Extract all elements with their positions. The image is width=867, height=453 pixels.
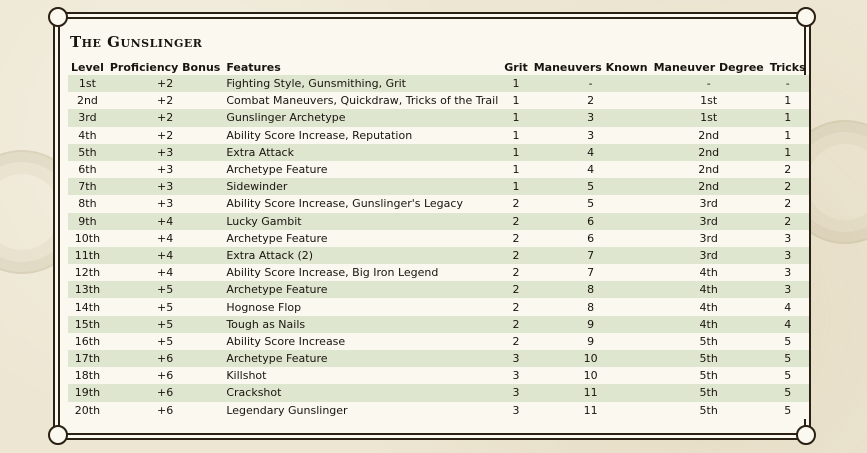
table-row <box>68 402 809 419</box>
cell-maneuver-degree: 3rd <box>699 214 718 228</box>
cell-grit: 2 <box>512 283 520 297</box>
cell-level: 8th <box>78 197 97 211</box>
header-tricks: Tricks <box>769 60 806 74</box>
cell-features: Extra Attack (2) <box>226 248 314 262</box>
cell-features: Archetype Feature <box>226 352 328 366</box>
cell-tricks: 5 <box>784 386 792 400</box>
cell-maneuvers-known: 8 <box>587 283 595 297</box>
cell-maneuvers-known: 4 <box>587 145 595 159</box>
cell-proficiency-bonus: +6 <box>156 352 174 366</box>
cell-level: 15th <box>74 317 101 331</box>
cell-proficiency-bonus: +3 <box>156 163 174 177</box>
cell-grit: 1 <box>512 77 520 91</box>
cell-maneuver-degree: 5th <box>699 386 718 400</box>
cell-tricks: 1 <box>784 111 792 125</box>
table-row <box>68 367 809 384</box>
cell-grit: 3 <box>512 403 520 417</box>
cell-tricks: 1 <box>784 94 792 108</box>
cell-maneuver-degree: - <box>706 77 711 91</box>
cell-proficiency-bonus: +5 <box>156 283 174 297</box>
table-row <box>68 281 809 298</box>
cell-maneuver-degree: 4th <box>699 317 718 331</box>
cell-tricks: 3 <box>784 266 792 280</box>
table-row <box>68 109 809 126</box>
cell-tricks: 4 <box>784 317 792 331</box>
cell-proficiency-bonus: +2 <box>156 77 174 91</box>
cell-proficiency-bonus: +6 <box>156 403 174 417</box>
cell-proficiency-bonus: +4 <box>156 231 174 245</box>
cell-level: 2nd <box>76 94 98 108</box>
cell-features: Ability Score Increase, Reputation <box>226 128 413 142</box>
cell-maneuvers-known: 3 <box>587 128 595 142</box>
cell-tricks: 3 <box>784 283 792 297</box>
cell-proficiency-bonus: +2 <box>156 111 174 125</box>
cell-maneuver-degree: 2nd <box>698 180 720 194</box>
gunslinger-table <box>68 59 809 419</box>
cell-level: 5th <box>78 145 97 159</box>
cell-proficiency-bonus: +6 <box>156 386 174 400</box>
frame-corner-ornament <box>48 7 68 27</box>
cell-maneuver-degree: 3rd <box>699 197 718 211</box>
cell-level: 18th <box>74 369 101 383</box>
cell-maneuvers-known: 10 <box>583 352 598 366</box>
cell-maneuvers-known: 2 <box>587 94 595 108</box>
cell-features: Lucky Gambit <box>226 214 302 228</box>
cell-grit: 1 <box>512 163 520 177</box>
cell-tricks: 3 <box>784 248 792 262</box>
cell-proficiency-bonus: +3 <box>156 145 174 159</box>
cell-maneuvers-known: 4 <box>587 163 595 177</box>
cell-features: Ability Score Increase, Big Iron Legend <box>226 266 439 280</box>
cell-tricks: - <box>785 77 790 91</box>
cell-features: Archetype Feature <box>226 231 328 245</box>
table-row <box>68 316 809 333</box>
cell-maneuvers-known: - <box>588 77 593 91</box>
table-body <box>68 75 809 419</box>
cell-maneuver-degree: 5th <box>699 403 718 417</box>
table-header-row <box>68 59 809 75</box>
table-row <box>68 178 809 195</box>
cell-maneuvers-known: 9 <box>587 317 595 331</box>
table-title: The Gunslinger <box>70 33 203 51</box>
cell-maneuvers-known: 6 <box>587 231 595 245</box>
cell-maneuver-degree: 5th <box>699 352 718 366</box>
cell-maneuver-degree: 4th <box>699 300 718 314</box>
cell-grit: 1 <box>512 111 520 125</box>
cell-grit: 2 <box>512 197 520 211</box>
cell-maneuver-degree: 3rd <box>699 231 718 245</box>
cell-tricks: 5 <box>784 403 792 417</box>
cell-features: Archetype Feature <box>226 283 328 297</box>
cell-maneuvers-known: 11 <box>583 386 598 400</box>
frame-corner-ornament <box>796 7 816 27</box>
cell-maneuvers-known: 8 <box>587 300 595 314</box>
cell-grit: 2 <box>512 231 520 245</box>
table-row <box>68 195 809 212</box>
cell-tricks: 1 <box>784 145 792 159</box>
header-grit: Grit <box>504 60 528 74</box>
cell-proficiency-bonus: +4 <box>156 266 174 280</box>
cell-tricks: 4 <box>784 300 792 314</box>
table-row <box>68 213 809 230</box>
cell-level: 16th <box>74 334 101 348</box>
cell-maneuver-degree: 5th <box>699 334 718 348</box>
cell-maneuvers-known: 5 <box>587 180 595 194</box>
cell-level: 14th <box>74 300 101 314</box>
cell-grit: 1 <box>512 145 520 159</box>
cell-features: Crackshot <box>226 386 282 400</box>
cell-tricks: 5 <box>784 352 792 366</box>
cell-maneuvers-known: 10 <box>583 369 598 383</box>
table-row <box>68 92 809 109</box>
cell-maneuver-degree: 2nd <box>698 128 720 142</box>
cell-maneuvers-known: 5 <box>587 197 595 211</box>
cell-proficiency-bonus: +2 <box>156 128 174 142</box>
cell-maneuvers-known: 11 <box>583 403 598 417</box>
cell-tricks: 5 <box>784 369 792 383</box>
cell-level: 17th <box>74 352 101 366</box>
table-row <box>68 350 809 367</box>
header-level: Level <box>71 60 104 74</box>
header-features: Features <box>226 60 281 74</box>
cell-tricks: 2 <box>784 197 792 211</box>
table-row <box>68 264 809 281</box>
cell-level: 20th <box>74 403 101 417</box>
cell-maneuver-degree: 1st <box>700 94 718 108</box>
table-row <box>68 298 809 315</box>
cell-grit: 1 <box>512 94 520 108</box>
cell-features: Archetype Feature <box>226 163 328 177</box>
cell-features: Fighting Style, Gunsmithing, Grit <box>226 77 406 91</box>
cell-proficiency-bonus: +5 <box>156 317 174 331</box>
cell-features: Gunslinger Archetype <box>226 111 346 125</box>
cell-features: Sidewinder <box>226 180 288 194</box>
cell-level: 13th <box>74 283 101 297</box>
cell-level: 12th <box>74 266 101 280</box>
table-row <box>68 161 809 178</box>
cell-tricks: 1 <box>784 128 792 142</box>
cell-grit: 1 <box>512 128 520 142</box>
cell-features: Tough as Nails <box>226 317 306 331</box>
cell-features: Ability Score Increase <box>226 334 346 348</box>
cell-features: Extra Attack <box>226 145 294 159</box>
cell-features: Combat Maneuvers, Quickdraw, Tricks of the Trail <box>226 94 499 108</box>
cell-level: 11th <box>74 248 101 262</box>
cell-proficiency-bonus: +2 <box>156 94 174 108</box>
cell-level: 9th <box>78 214 97 228</box>
frame-corner-ornament <box>48 425 68 445</box>
header-proficiency-bonus: Proficiency Bonus <box>109 60 221 74</box>
table-row <box>68 144 809 161</box>
cell-maneuver-degree: 3rd <box>699 248 718 262</box>
cell-grit: 2 <box>512 334 520 348</box>
cell-grit: 2 <box>512 300 520 314</box>
header-maneuver-degree: Maneuver Degree <box>653 60 764 74</box>
cell-maneuvers-known: 7 <box>587 266 595 280</box>
class-table-frame <box>58 17 806 435</box>
cell-grit: 2 <box>512 317 520 331</box>
cell-maneuvers-known: 7 <box>587 248 595 262</box>
cell-grit: 1 <box>512 180 520 194</box>
cell-features: Killshot <box>226 369 267 383</box>
cell-maneuver-degree: 1st <box>700 111 718 125</box>
table-row <box>68 247 809 264</box>
cell-maneuver-degree: 4th <box>699 266 718 280</box>
cell-maneuvers-known: 9 <box>587 334 595 348</box>
header-maneuvers-known: Maneuvers Known <box>533 60 648 74</box>
cell-maneuvers-known: 6 <box>587 214 595 228</box>
cell-level: 19th <box>74 386 101 400</box>
cell-proficiency-bonus: +5 <box>156 334 174 348</box>
cell-proficiency-bonus: +3 <box>156 197 174 211</box>
cell-maneuver-degree: 5th <box>699 369 718 383</box>
cell-level: 4th <box>78 128 97 142</box>
cell-proficiency-bonus: +3 <box>156 180 174 194</box>
cell-proficiency-bonus: +5 <box>156 300 174 314</box>
cell-grit: 2 <box>512 214 520 228</box>
cell-maneuver-degree: 4th <box>699 283 718 297</box>
cell-tricks: 2 <box>784 180 792 194</box>
cell-features: Hognose Flop <box>226 300 302 314</box>
cell-proficiency-bonus: +4 <box>156 248 174 262</box>
cell-grit: 2 <box>512 266 520 280</box>
cell-tricks: 2 <box>784 163 792 177</box>
cell-grit: 3 <box>512 369 520 383</box>
cell-grit: 3 <box>512 386 520 400</box>
table-row <box>68 333 809 350</box>
cell-level: 6th <box>78 163 97 177</box>
table-row <box>68 75 809 92</box>
table-row <box>68 384 809 401</box>
cell-proficiency-bonus: +4 <box>156 214 174 228</box>
cell-level: 3rd <box>78 111 97 125</box>
cell-level: 7th <box>78 180 97 194</box>
cell-features: Legendary Gunslinger <box>226 403 348 417</box>
cell-maneuver-degree: 2nd <box>698 145 720 159</box>
cell-proficiency-bonus: +6 <box>156 369 174 383</box>
cell-maneuvers-known: 3 <box>587 111 595 125</box>
cell-tricks: 2 <box>784 214 792 228</box>
cell-level: 1st <box>78 77 96 91</box>
table-row <box>68 230 809 247</box>
cell-grit: 2 <box>512 248 520 262</box>
frame-corner-ornament <box>796 425 816 445</box>
cell-tricks: 5 <box>784 334 792 348</box>
cell-features: Ability Score Increase, Gunslinger's Legacy <box>226 197 463 211</box>
cell-grit: 3 <box>512 352 520 366</box>
cell-maneuver-degree: 2nd <box>698 163 720 177</box>
table-row <box>68 127 809 144</box>
cell-level: 10th <box>74 231 101 245</box>
cell-tricks: 3 <box>784 231 792 245</box>
